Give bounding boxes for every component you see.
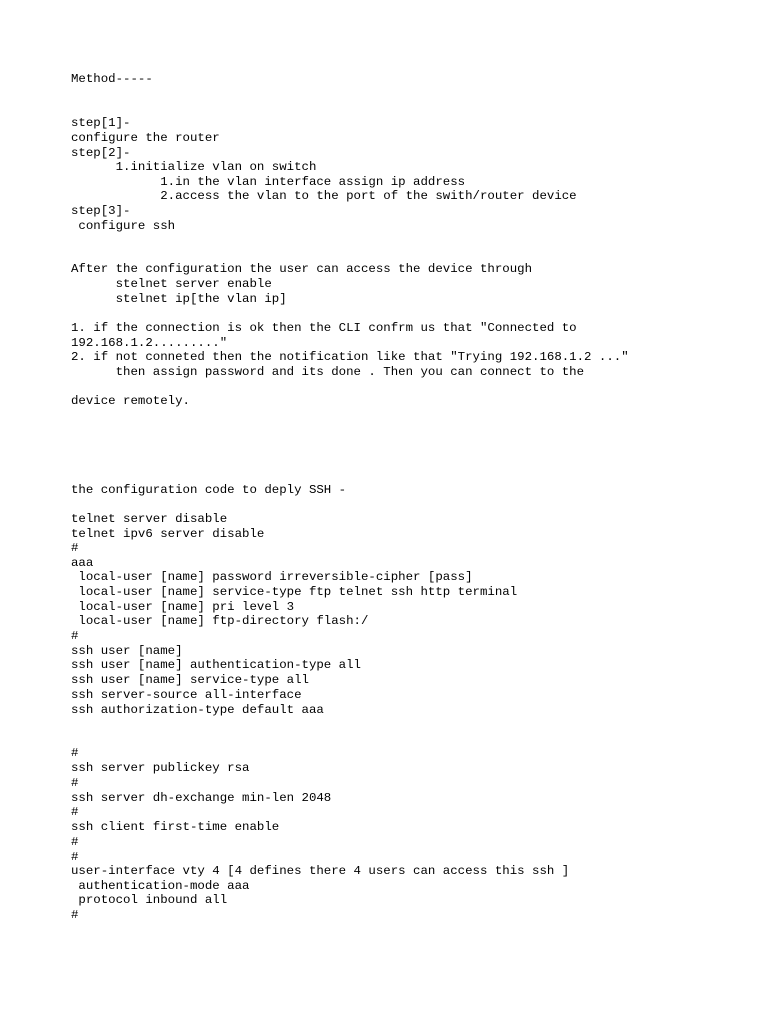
- config-line: #: [71, 776, 79, 790]
- config-line: telnet ipv6 server disable: [71, 527, 265, 541]
- config-line: aaa: [71, 556, 94, 570]
- step-3-text: configure ssh: [71, 219, 176, 233]
- step-2-label: step[2]-: [71, 146, 131, 160]
- config-line: local-user [name] password irreversible-cipher [pass]: [71, 570, 473, 584]
- config-line: #: [71, 908, 79, 922]
- config-line: #: [71, 850, 79, 864]
- config-line: ssh client first-time enable: [71, 820, 280, 834]
- config-line: #: [71, 541, 79, 555]
- step-2-substep-2: 2.access the vlan to the port of the swith/router device: [71, 189, 577, 203]
- config-line: telnet server disable: [71, 512, 228, 526]
- note-2-line-2: then assign password and its done . Then you can connect to the: [71, 365, 585, 379]
- config-line: user-interface vty 4 [4 defines there 4 users can access this ssh ]: [71, 864, 570, 878]
- config-line: #: [71, 629, 79, 643]
- note-2-line-1: 2. if not conneted then the notification like that "Trying 192.168.1.2 ...": [71, 350, 629, 364]
- config-line: local-user [name] ftp-directory flash:/: [71, 614, 369, 628]
- config-line: ssh user [name]: [71, 644, 183, 658]
- access-command-2: stelnet ip[the vlan ip]: [71, 292, 287, 306]
- config-line: #: [71, 805, 79, 819]
- config-line: local-user [name] pri level 3: [71, 600, 295, 614]
- step-2-substep-1: 1.in the vlan interface assign ip address: [71, 175, 466, 189]
- config-line: authentication-mode aaa: [71, 879, 250, 893]
- config-line: local-user [name] service-type ftp telnet ssh http terminal: [71, 585, 518, 599]
- config-line: #: [71, 835, 79, 849]
- config-line: ssh authorization-type default aaa: [71, 703, 324, 717]
- method-heading: Method-----: [71, 72, 153, 86]
- step-2-text: 1.initialize vlan on switch: [71, 160, 317, 174]
- step-1-label: step[1]-: [71, 116, 131, 130]
- config-line: ssh server-source all-interface: [71, 688, 302, 702]
- config-line: ssh user [name] service-type all: [71, 673, 309, 687]
- config-line: ssh server dh-exchange min-len 2048: [71, 791, 332, 805]
- config-heading: the configuration code to deply SSH -: [71, 483, 347, 497]
- config-line: #: [71, 746, 79, 760]
- step-1-text: configure the router: [71, 131, 220, 145]
- access-command-1: stelnet server enable: [71, 277, 272, 291]
- config-line: protocol inbound all: [71, 893, 228, 907]
- note-2-line-3: device remotely.: [71, 394, 190, 408]
- note-1-line-2: 192.168.1.2.........": [71, 336, 228, 350]
- config-line: ssh server publickey rsa: [71, 761, 250, 775]
- note-1-line-1: 1. if the connection is ok then the CLI confrm us that "Connected to: [71, 321, 577, 335]
- step-3-label: step[3]-: [71, 204, 131, 218]
- access-paragraph: After the configuration the user can access the device through: [71, 262, 533, 276]
- config-line: ssh user [name] authentication-type all: [71, 658, 361, 672]
